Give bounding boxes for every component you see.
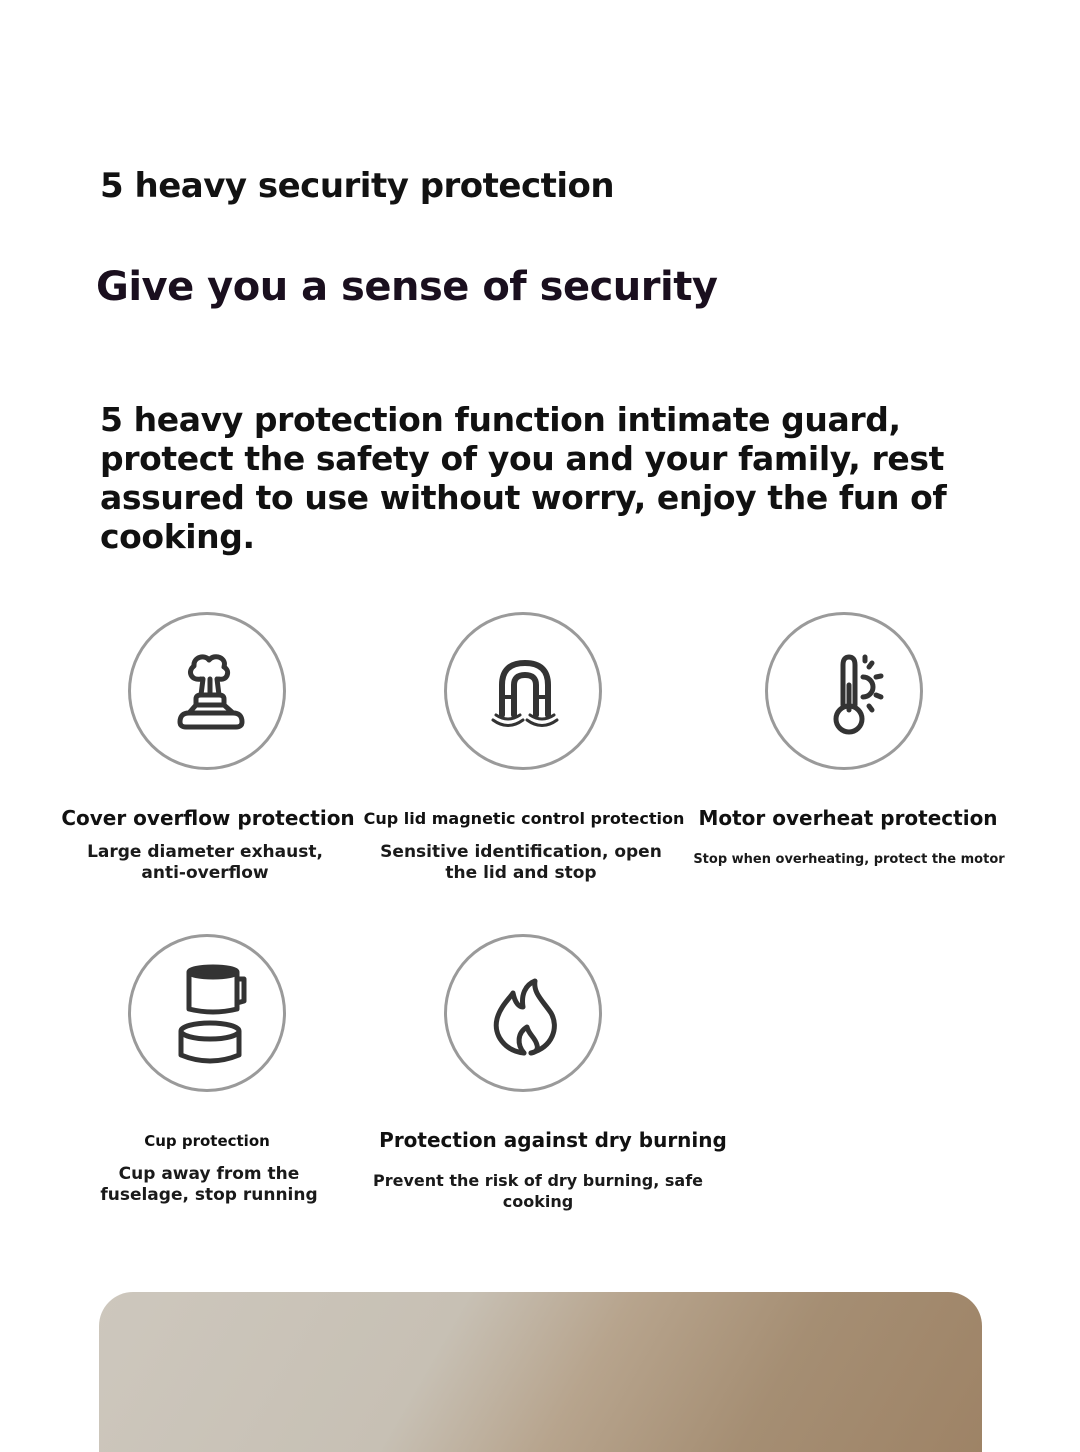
cup-base-icon [131,937,283,1089]
thermometer-sun-icon [768,615,920,767]
feature-description: Large diameter exhaust, anti-overflow [87,842,323,883]
feature-description: Cup away from the fuselage, stop running [100,1164,318,1205]
flame-icon [447,937,599,1089]
product-photo [99,1292,982,1452]
feature-icon-circle [128,612,286,770]
feature-title: Cover overflow protection [61,806,355,830]
feature-title: Protection against dry burning [379,1128,727,1152]
feature-title: Cup lid magnetic control protection [363,809,685,828]
section-kicker: 5 heavy security protection [100,166,615,206]
feature-description: Stop when overheating, protect the motor [693,852,1005,867]
magnet-icon [447,615,599,767]
section-intro: 5 heavy protection function intimate guard, protect the safety of you and your family, rest assured to use without worry, enjoy the fun of cooking. [100,400,947,556]
feature-icon-circle [444,612,602,770]
feature-title: Cup protection [144,1132,270,1150]
steam-vent-icon [131,615,283,767]
feature-icon-circle [128,934,286,1092]
feature-description: Sensitive identification, open the lid and stop [380,842,662,883]
feature-icon-circle [444,934,602,1092]
feature-title: Motor overheat protection [698,806,998,830]
feature-description: Prevent the risk of dry burning, safe cooking [372,1171,704,1211]
section-headline: Give you a sense of security [96,264,718,310]
feature-icon-circle [765,612,923,770]
